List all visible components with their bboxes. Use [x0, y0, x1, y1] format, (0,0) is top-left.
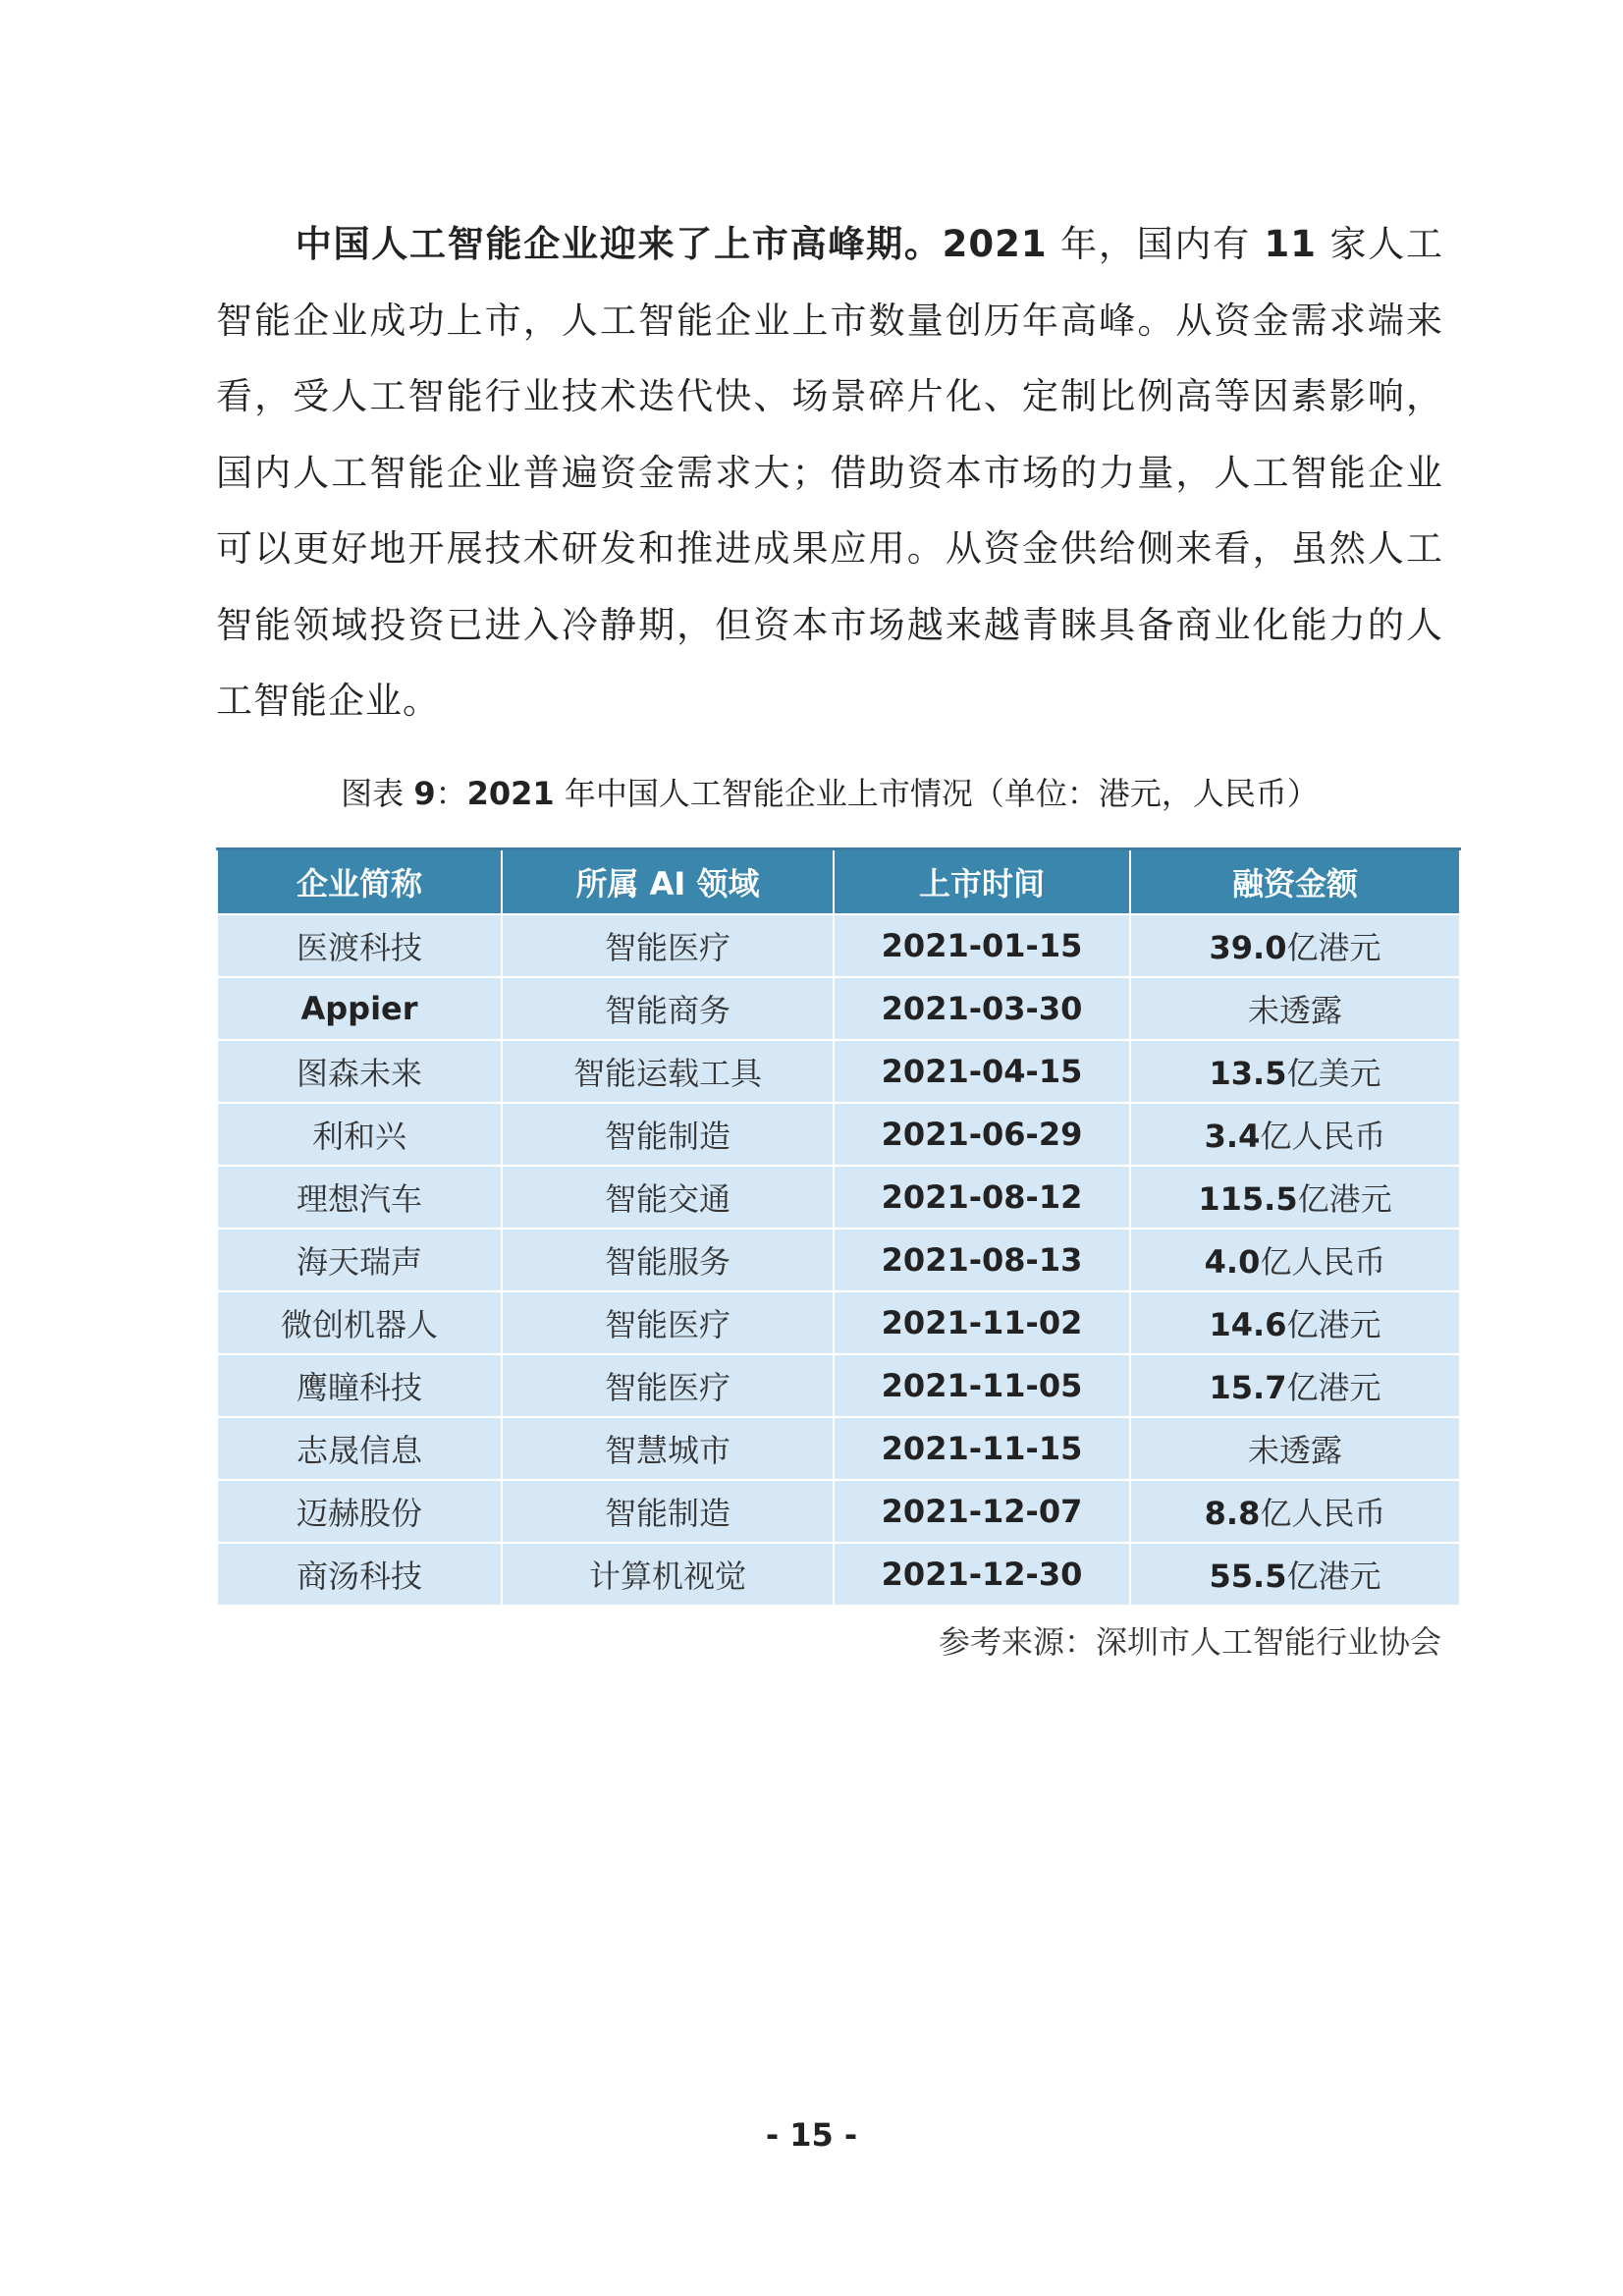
table-row: [217, 1543, 1460, 1606]
cell-date: 2021-12-07: [834, 1480, 1130, 1543]
paragraph-text-2: 家人工智能企业成功上市，人工智能企业上市数量创历年高峰。从资金需求端来看，受人工智能行业技术迭代快、场景碎片化、定制比例高等因素影响，国内人工智能企业普遍资金需求大；借助资本市场的力量，人工智能企业可以更好地开展技术研发和推进成果应用。从资金供给侧来看，虽然人工智能领域投资已进入冷静期，但资本市场越来越青睐具备商业化能力的人工智能企业。: [216, 223, 1443, 722]
source-note: 参考来源：深圳市人工智能行业协会: [938, 1623, 1441, 1661]
cell-field: 智能医疗: [502, 914, 834, 977]
cell-company: 志晟信息: [217, 1417, 502, 1480]
body-paragraph: [216, 206, 1443, 739]
cell-field: 智能商务: [502, 977, 834, 1040]
cell-date: 2021-08-12: [834, 1166, 1130, 1229]
cell-amount: [1130, 1480, 1460, 1543]
caption-year: 2021: [466, 775, 555, 812]
paragraph-count: 11: [1264, 223, 1317, 265]
table-row: [217, 1417, 1460, 1480]
cell-date: 2021-12-30: [834, 1543, 1130, 1606]
paragraph-year: 2021: [942, 223, 1048, 265]
amount-unit: 亿美元: [1286, 1055, 1381, 1092]
cell-field: 智能运载工具: [502, 1040, 834, 1103]
caption-prefix: 图表: [341, 775, 414, 812]
amount-number: 8.8: [1204, 1495, 1261, 1532]
amount-unit: 未透露: [1247, 992, 1342, 1029]
cell-date: 2021-11-02: [834, 1291, 1130, 1354]
listing-table: [216, 847, 1461, 1607]
paragraph-text-1: 年，国内有: [1047, 223, 1265, 265]
cell-date: 2021-03-30: [834, 977, 1130, 1040]
header-ai-field: 所属 AI 领域: [502, 849, 834, 915]
cell-field: 智能医疗: [502, 1291, 834, 1354]
amount-unit: 亿港元: [1286, 1369, 1381, 1406]
header-listing-date: 上市时间: [834, 849, 1130, 915]
cell-company: 海天瑞声: [217, 1229, 502, 1291]
cell-amount: [1130, 1166, 1460, 1229]
cell-field: 智能制造: [502, 1103, 834, 1166]
cell-company: Appier: [217, 977, 502, 1040]
table-row: [217, 1354, 1460, 1417]
cell-amount: [1130, 1103, 1460, 1166]
cell-company: 微创机器人: [217, 1291, 502, 1354]
cell-company: 商汤科技: [217, 1543, 502, 1606]
caption-sep: ：: [435, 775, 467, 812]
cell-field: 智能医疗: [502, 1354, 834, 1417]
amount-unit: 亿人民币: [1260, 1118, 1386, 1155]
cell-date: 2021-11-05: [834, 1354, 1130, 1417]
amount-number: 14.6: [1209, 1306, 1287, 1343]
cell-amount: [1130, 1229, 1460, 1291]
cell-date: 2021-01-15: [834, 914, 1130, 977]
table-row: [217, 977, 1460, 1040]
table-row: [217, 1291, 1460, 1354]
table-header-row: [217, 849, 1460, 915]
cell-field: 智能交通: [502, 1166, 834, 1229]
cell-date: 2021-04-15: [834, 1040, 1130, 1103]
table-row: [217, 914, 1460, 977]
page-number: - 15 -: [765, 2116, 858, 2154]
cell-company: 鹰瞳科技: [217, 1354, 502, 1417]
cell-field: 计算机视觉: [502, 1543, 834, 1606]
table-caption: [216, 772, 1443, 815]
cell-field: 智能制造: [502, 1480, 834, 1543]
amount-unit: 亿港元: [1286, 929, 1381, 966]
amount-number: 39.0: [1209, 929, 1287, 966]
cell-amount: [1130, 977, 1460, 1040]
cell-company: 图森未来: [217, 1040, 502, 1103]
cell-company: 迈赫股份: [217, 1480, 502, 1543]
amount-number: 3.4: [1204, 1118, 1261, 1155]
cell-amount: [1130, 1543, 1460, 1606]
cell-company: 理想汽车: [217, 1166, 502, 1229]
table-row: [217, 1480, 1460, 1543]
amount-unit: 亿人民币: [1260, 1495, 1386, 1532]
amount-number: 4.0: [1204, 1243, 1261, 1281]
amount-unit: 亿港元: [1286, 1306, 1381, 1343]
header-company: 企业简称: [217, 849, 502, 915]
header-financing: 融资金额: [1130, 849, 1460, 915]
amount-number: 115.5: [1198, 1180, 1298, 1218]
table-row: [217, 1103, 1460, 1166]
cell-amount: [1130, 1291, 1460, 1354]
caption-text: 年中国人工智能企业上市情况（单位：港元，人民币）: [554, 775, 1319, 812]
cell-field: 智慧城市: [502, 1417, 834, 1480]
amount-unit: 未透露: [1247, 1432, 1342, 1469]
cell-amount: [1130, 1040, 1460, 1103]
amount-number: 55.5: [1209, 1558, 1287, 1595]
table-row: [217, 1166, 1460, 1229]
cell-field: 智能服务: [502, 1229, 834, 1291]
cell-amount: [1130, 1354, 1460, 1417]
cell-date: 2021-08-13: [834, 1229, 1130, 1291]
amount-unit: 亿人民币: [1260, 1243, 1386, 1281]
amount-unit: 亿港元: [1297, 1180, 1392, 1218]
paragraph-lead: 中国人工智能企业迎来了上市高峰期。: [295, 223, 943, 265]
table-row: [217, 1229, 1460, 1291]
amount-unit: 亿港元: [1286, 1558, 1381, 1595]
cell-amount: [1130, 914, 1460, 977]
amount-number: 15.7: [1209, 1369, 1287, 1406]
amount-number: 13.5: [1209, 1055, 1287, 1092]
cell-company: 医渡科技: [217, 914, 502, 977]
cell-date: 2021-06-29: [834, 1103, 1130, 1166]
table-row: [217, 1040, 1460, 1103]
caption-number: 9: [413, 775, 436, 812]
cell-date: 2021-11-15: [834, 1417, 1130, 1480]
cell-amount: [1130, 1417, 1460, 1480]
cell-company: 利和兴: [217, 1103, 502, 1166]
